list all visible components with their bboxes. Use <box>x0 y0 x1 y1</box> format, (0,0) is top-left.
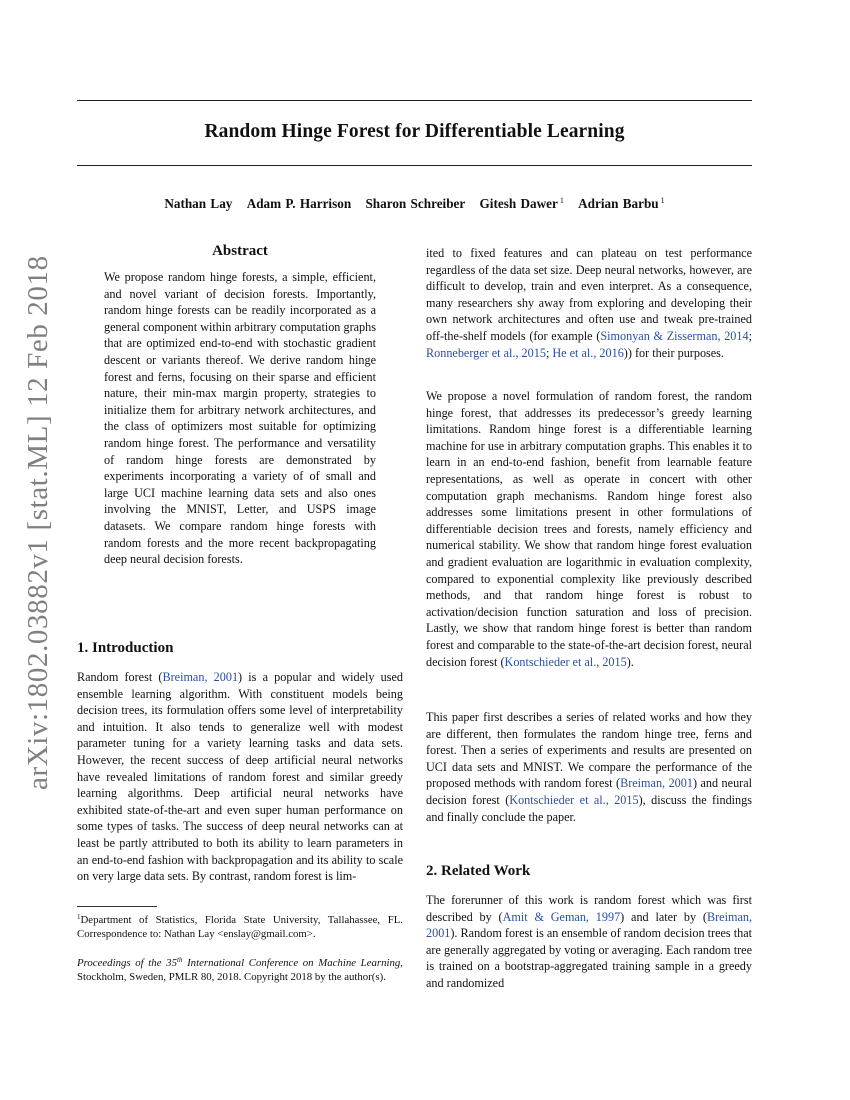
author-name: Adrian Barbu $^1$ <box>578 196 665 211</box>
author-name: Adam P. Harrison <box>246 196 352 211</box>
arxiv-identifier-stamp: arXiv:1802.03882v1 [stat.ML] 12 Feb 2018 <box>22 255 54 790</box>
body-paragraph: The forerunner of this work is random forest which was first described by (Amit & Geman, 1997) and later by (Breiman, 2001). Random forest is an ensemble of random decision trees that are generally aggregated by voting or averaging. Each random tree is trained on a bootstrap-aggregated training sample in a greedy and randomized <box>426 893 752 990</box>
title-rule-bottom <box>77 165 752 166</box>
citation-link[interactable]: Kontschieder et al., 2015 <box>504 654 627 669</box>
paper-title: Random Hinge Forest for Differentiable Learning <box>204 121 625 142</box>
citation-link[interactable]: Breiman, 2001 <box>426 909 752 941</box>
citation-link[interactable]: Amit & Geman, 1997 <box>502 909 621 924</box>
author-list <box>77 196 752 212</box>
citation-link[interactable]: Breiman, 2001 <box>620 776 693 791</box>
affiliation-footnote: $^1$Department of Statistics, Florida State University, Tallahassee, FL. Correspondence to: Nathan Lay <enslay@gmail.com>. <box>77 913 403 941</box>
citation-link[interactable]: Kontschieder et al., 2015 <box>509 792 639 807</box>
body-paragraph: ited to fixed features and can plateau on test performance regardless of the data set size. Deep neural networks, however, are difficult to develop, train and even interpret. As a consequence, many researchers shy away from exploring and developing their own network architectures and often use and tweak pre-trained off-the-shelf models (for example (Simonyan & Zisserman, 2014; Ronneberger et al., 2015; He et al., 2016)) for their purposes. <box>426 246 752 360</box>
title-rule-top <box>77 100 752 101</box>
author-name: Sharon Schreiber <box>365 196 466 211</box>
author-name: Nathan Lay <box>164 196 233 211</box>
introduction-paragraph: Random forest (Breiman, 2001) is a popular and widely used ensemble learning algorithm. With constituent models being decision trees, its formulation offers some level of interpretability and intuition. It also tends to generalize well with modest parameter tuning for a variety learning tasks and data sets. However, the recent success of deep artificial neural networks have revealed limitations of random forest and similar greedy learning algorithms. Deep artificial neural networks have exhibited state-of-the-art and even super human performance on some types of tasks. The success of deep neural networks can at least be partly attributed to both its ability to learn parameters in an end-to-end fashion with backpropagation and its ability to scale on very large data sets. By contrast, random forest is lim- <box>77 670 404 884</box>
citation-link[interactable]: He et al., 2016 <box>552 345 624 360</box>
affiliation-mark: 1 <box>660 196 665 205</box>
abstract-heading: Abstract <box>212 243 268 259</box>
affiliation-mark: 1 <box>559 196 564 205</box>
author-name: Gitesh Dawer $^1$ <box>479 196 564 211</box>
citation-link[interactable]: Breiman, 2001 <box>162 670 239 684</box>
section-heading-introduction: 1. Introduction <box>77 640 174 656</box>
body-paragraph: We propose a novel formulation of random forest, the random hinge forest, that addresses its predecessor’s greedy learning limitations. Random hinge forest is a differentiable learning machine for use in arbitrary computation graphs. This enables it to learn in an end-to-end fashion, benefit from learnable feature representations, as well as operate in concert with other computation graph mechanisms. Random hinge forest also addresses some limitations present in other formulations of differentiable decision trees and forests, namely efficiency and numerical stability. We show that random hinge forest evaluation and gradient evaluation are logarithmic in evaluation complexity, compared to exponential complexity like previously described methods, and that random hinge forest is robust to activation/decision function saturation and loss of precision. Lastly, we show that random hinge forest is better than random forest and comparable to the state-of-the-art decision forest, neural decision forest (Kontschieder et al., 2015). <box>426 389 752 669</box>
footnote-divider <box>77 906 157 907</box>
citation-link[interactable]: Ronneberger et al., 2015 <box>426 345 546 360</box>
citation-link[interactable]: Simonyan & Zisserman, 2014 <box>600 328 749 343</box>
abstract-text: We propose random hinge forests, a simple, efficient, and novel variant of decision forests. Importantly, random hinge forests can be readily incorporated as a general component within arbitrary computation graphs that are optimized end-to-end with stochastic gradient descent or variants thereof. We derive random hinge forest and ferns, focusing on their sparse and efficient nature, their min-max margin property, strategies to initialize them for arbitrary network architectures, and the class of optimizers most suitable for optimizing random hinge forest. The performance and versatility of random hinge forests are demonstrated by experiments incorporating a variety of of small and large UCI machine learning data sets and also ones involving the MNIST, Letter, and USPS image datasets. We compare random hinge forests with random forests and the more recent backpropagating deep neural decision forests. <box>104 270 376 567</box>
proceedings-note: Proceedings of the 35th International Conference on Machine Learning, Stockholm, Sweden, PMLR 80, 2018. Copyright 2018 by the author(s). <box>77 956 403 984</box>
section-heading-related-work: 2. Related Work <box>426 863 531 879</box>
body-paragraph: This paper first describes a series of related works and how they are different, then formulates the random hinge tree, ferns and forest. Then a series of experiments and results are presented on UCI data sets and MNIST. We compare the performance of the proposed methods with random forest (Breiman, 2001) and neural decision forest (Kontschieder et al., 2015), discuss the findings and finally conclude the paper. <box>426 710 753 824</box>
